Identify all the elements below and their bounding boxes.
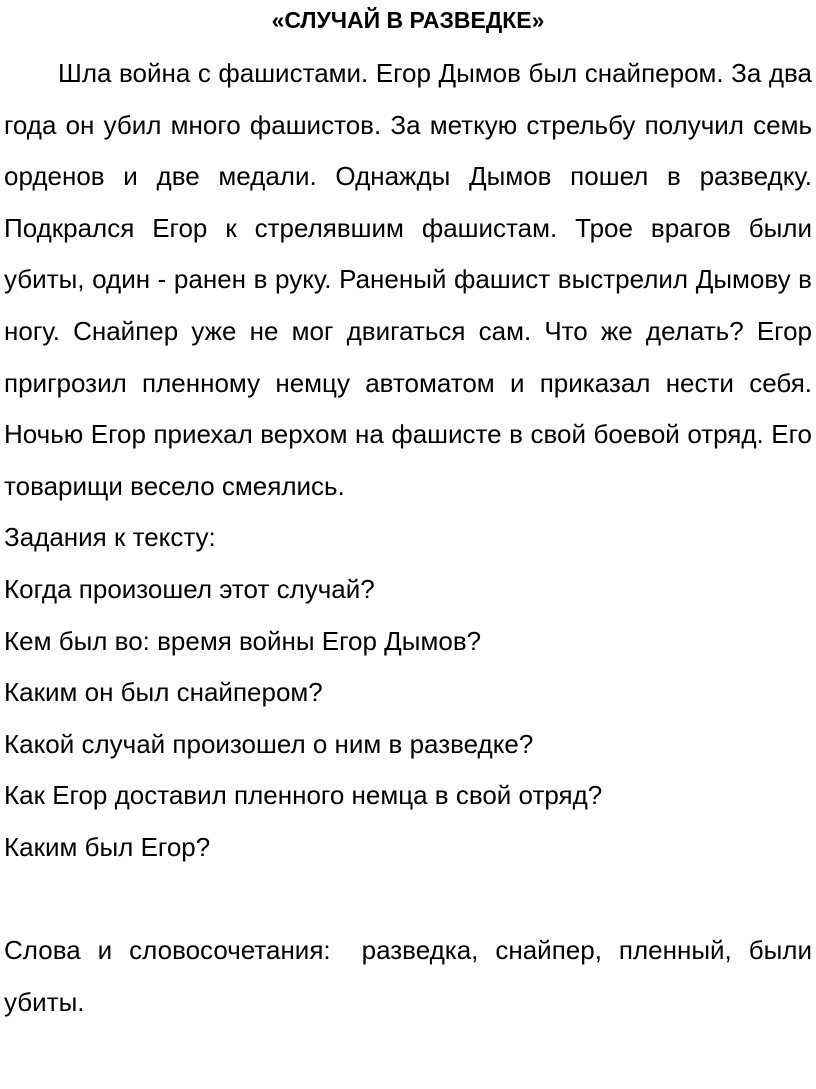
tasks-heading: Задания к тексту: bbox=[4, 522, 216, 553]
question-item: Каким был Егор? bbox=[4, 831, 211, 862]
blank-line bbox=[4, 874, 812, 926]
question-item: Какой случай произошел о ним в разведке? bbox=[4, 728, 534, 759]
question-item: Как Егор доставил пленного немца в свой отряд? bbox=[4, 780, 603, 811]
questions-list bbox=[4, 564, 812, 874]
question-item: Когда произошел этот случай? bbox=[4, 573, 375, 604]
story-paragraph: Шла война с фашистами. Егор Дымов был снайпером. За два года он убил много фашистов. За меткую стрельбу получил семь орденов и две медали. Однажды Дымов пошел в разведку. Подкрался Егор к стрелявшим фашистам. Трое врагов были убиты, один - ранен в руку. Раненый фашист выстрелил Дымову в ногу. Снайпер уже не мог двигаться сам. Что же делать? Егор пригрозил пленному немцу автоматом и приказал нести себя. Ночью Егор приехал верхом на фашисте в свой боевой отряд. Его товарищи весело смеялись. bbox=[4, 58, 812, 501]
vocabulary-paragraph bbox=[4, 925, 812, 1028]
question-item: Кем был во: время войны Егор Дымов? bbox=[4, 625, 482, 656]
question-item: Каким он был снайпером? bbox=[4, 677, 323, 708]
document-title: «СЛУЧАЙ В РАЗВЕДКЕ» bbox=[271, 7, 545, 33]
vocabulary-label: Слова и словосочетания: bbox=[4, 935, 331, 966]
vocabulary-list: разведка, снайпер, пленный, были убиты. bbox=[4, 935, 812, 1017]
